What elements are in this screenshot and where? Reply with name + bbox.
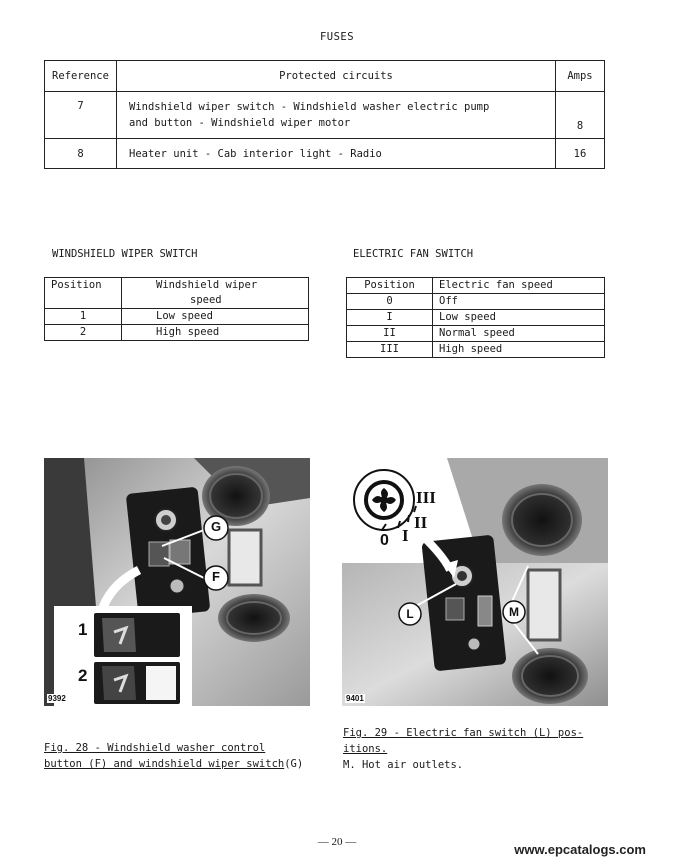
table-row	[347, 326, 605, 342]
fan-position: III	[347, 342, 433, 358]
fan-position: I	[347, 310, 433, 326]
fuse-reference: 8	[45, 139, 117, 169]
dial-label-1: I	[402, 526, 409, 545]
wiper-position: 1	[45, 309, 122, 325]
header-wiper-speed-line2: speed	[190, 294, 222, 306]
figure-29-caption-line1	[343, 725, 583, 741]
fuse-circuits	[117, 92, 556, 139]
caption-text: itions.	[343, 743, 388, 755]
fan-switch-title: ELECTRIC FAN SWITCH	[353, 248, 474, 260]
callout-g: G	[210, 519, 222, 534]
table-header-row	[347, 278, 605, 294]
figure-29-caption-line3: M. Hot air outlets.	[343, 759, 464, 771]
fan-position: II	[347, 326, 433, 342]
header-reference: Reference	[45, 61, 117, 92]
table-row	[45, 309, 309, 325]
callout-l: L	[406, 607, 414, 621]
caption-suffix: (G)	[284, 758, 304, 770]
dial-label-0: 0	[380, 532, 389, 549]
fuse-amps: 8	[556, 92, 605, 139]
wiper-speed: High speed	[122, 325, 309, 341]
header-wiper-speed-line1: Windshield wiper	[156, 279, 258, 291]
wiper-switch-title: WINDSHIELD WIPER SWITCH	[52, 248, 198, 260]
fan-speed: Off	[433, 294, 605, 310]
header-position: Position	[347, 278, 433, 294]
watermark-link[interactable]: www.epcatalogs.com	[514, 842, 646, 857]
inset-label-1: 1	[78, 620, 88, 639]
figure-29-illustration	[342, 458, 608, 706]
fan-speed: High speed	[433, 342, 605, 358]
caption-text: Fig. 28 - Windshield washer control	[44, 742, 266, 754]
fuses-title: FUSES	[319, 31, 355, 43]
figure-28-caption-line1	[44, 740, 303, 756]
header-position: Position	[45, 278, 122, 309]
page-number: — 20 —	[317, 836, 357, 848]
table-header-row	[45, 61, 605, 92]
fuse-circuits-line1: Windshield wiper switch - Windshield washer electric pump	[129, 101, 490, 113]
caption-text: button (F) and windshield wiper switch	[44, 758, 285, 770]
table-row	[45, 325, 309, 341]
table-row	[45, 92, 605, 139]
dial-label-2: II	[414, 513, 428, 532]
figure-29-caption	[343, 725, 583, 773]
fan-speed: Low speed	[433, 310, 605, 326]
fuse-reference: 7	[45, 92, 117, 139]
fuses-table	[44, 60, 605, 169]
header-amps: Amps	[556, 61, 605, 92]
header-wiper-speed	[122, 278, 309, 309]
wiper-switch-table	[44, 277, 309, 341]
table-header-row	[45, 278, 309, 309]
fan-position: 0	[347, 294, 433, 310]
wiper-position: 2	[45, 325, 122, 341]
table-row	[347, 342, 605, 358]
figure-28-caption	[44, 740, 303, 772]
table-row	[347, 294, 605, 310]
caption-text: Fig. 29 - Electric fan switch (L) pos-	[343, 727, 584, 739]
callout-m: M	[509, 605, 519, 619]
fuse-circuits-line2: and button - Windshield wiper motor	[129, 117, 351, 129]
photo-number: 9401	[346, 694, 364, 703]
wiper-speed: Low speed	[122, 309, 309, 325]
table-row	[347, 310, 605, 326]
dial-label-3: III	[416, 488, 436, 507]
figure-29-photo	[342, 458, 608, 706]
figure-28-caption-line2	[44, 756, 303, 772]
fan-speed: Normal speed	[433, 326, 605, 342]
callout-f: F	[212, 569, 220, 584]
figure-28-photo	[44, 458, 310, 706]
figure-29-caption-line2	[343, 741, 583, 757]
fuse-amps: 16	[556, 139, 605, 169]
fan-switch-table	[346, 277, 605, 358]
header-fan-speed: Electric fan speed	[433, 278, 605, 294]
fuse-circuits: Heater unit - Cab interior light - Radio	[117, 139, 556, 169]
table-row	[45, 139, 605, 169]
inset-label-2: 2	[78, 666, 88, 685]
photo-number: 9392	[48, 694, 66, 703]
header-protected-circuits: Protected circuits	[117, 61, 556, 92]
